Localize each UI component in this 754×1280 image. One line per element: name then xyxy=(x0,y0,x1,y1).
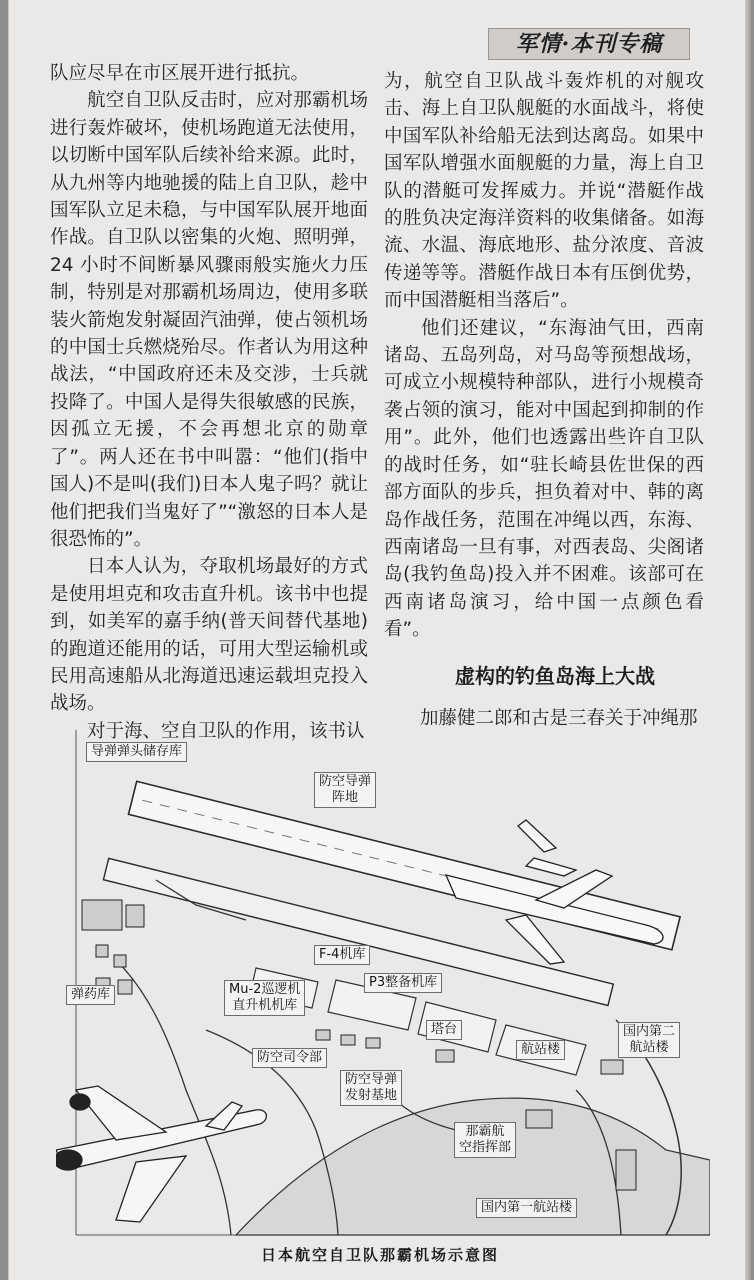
paragraph: 他们还建议，“东海油气田，西南诸岛、五岛列岛，对马岛等预想战场，可成立小规模特种部队，进行小规模奇袭占领的演习，能对中国起到抑制的作用”。此外，他们也透露出些许自卫队的战时任务，如“驻长崎县佐世保的西部方面队的步兵，担负着对中、韩的离岛作战任务，范围在冲绳以西，东海、西南诸岛一旦有事，对西表岛、尖阁诸岛(我钓鱼岛)投入并不困难。该部可在西南诸岛演习，给中国一点颜色看看”。 xyxy=(384,317,704,641)
label-air-defense-hq: 防空司令部 xyxy=(252,1048,327,1068)
page-edge-shadow xyxy=(745,0,751,1280)
label-sam-position: 防空导弹 阵地 xyxy=(314,772,376,808)
paragraph-start: 加藤健二郎和古是三春关于冲绳那 xyxy=(420,708,698,729)
figure-caption: 日本航空自卫队那霸机场示意图 xyxy=(260,1246,499,1264)
paragraph: 日本人认为，夺取机场最好的方式是使用坦克和攻击直升机。该书中也提到，如美军的嘉手纳(普天间替代基地)的跑道还能用的话，可用大型运输机或民用高速船从北海道迅速运载坦克投入战场。 xyxy=(50,556,368,715)
airliner-drawing xyxy=(446,820,663,964)
label-naha-air-command: 那霸航 空指挥部 xyxy=(454,1122,516,1158)
label-tower: 塔台 xyxy=(426,1020,462,1040)
label-terminal-1: 国内第一航站楼 xyxy=(476,1198,577,1218)
label-terminal-2: 国内第二 航站楼 xyxy=(618,1022,680,1058)
section-heading: 虚构的钓鱼岛海上大战 xyxy=(455,664,655,688)
right-column xyxy=(384,68,704,644)
label-ammo-depot: 弹药库 xyxy=(66,985,115,1005)
paragraph: 航空自卫队反击时，应对那霸机场进行轰炸破坏，使机场跑道无法使用，以切断中国军队后续补给来源。此时，从九州等内地驰援的陆上自卫队，趁中国军队立足未稳，与中国军队展开地面作战。自卫队以密集的火炮、照明弹，24 小时不间断暴风骤雨般实施火力压制，特别是对那霸机场周边，使用多联装火箭炮发射凝固汽油弹，使占领机场的中国士兵燃烧殆尽。作者认为用这种战法，“中国政府还未及交涉，士兵就投降了。中国人是得失很敏感的民族，因孤立无援，不会再想北京的勋章了”。两人还在书中叫嚣：“他们(指中国人)不是叫(我们)日本人鬼子吗？就让他们把我们当鬼好了”“激怒的日本人是很恐怖的”。 xyxy=(50,90,368,550)
paragraph: 队应尽早在市区展开进行抵抗。 xyxy=(50,63,310,84)
fighter-jet-drawing xyxy=(56,1086,266,1222)
label-sam-launch-base: 防空导弹 发射基地 xyxy=(340,1070,402,1106)
label-f4-hangar: F-4机库 xyxy=(314,945,370,965)
label-warhead-storage: 导弹弹头储存库 xyxy=(86,742,187,762)
label-p3-hangar: P3整备机库 xyxy=(364,973,442,993)
paragraph: 为，航空自卫队战斗轰炸机的对舰攻击、海上自卫队舰艇的水面战斗，将使中国军队补给船无法到达离岛。如果中国军队增强水面舰艇的力量，海上自卫队的潜艇可发挥威力。并说“潜艇作战的胜负决定海洋资料的收集储备。如海流、水温、海底地形、盐分浓度、音波传递等等。潜艇作战日本有压倒优势，而中国潜艇相当落后”。 xyxy=(384,71,704,312)
left-column xyxy=(50,60,368,745)
label-terminal: 航站楼 xyxy=(516,1040,565,1060)
section-tag: 军情·本刊专稿 xyxy=(488,28,690,60)
sea-area xyxy=(236,1098,710,1235)
airport-map-figure xyxy=(56,730,710,1240)
paragraph: 对于海、空自卫队的作用，该书认 xyxy=(87,720,365,742)
label-mu2-hangar: Mu-2巡逻机 直升机机库 xyxy=(224,980,305,1016)
